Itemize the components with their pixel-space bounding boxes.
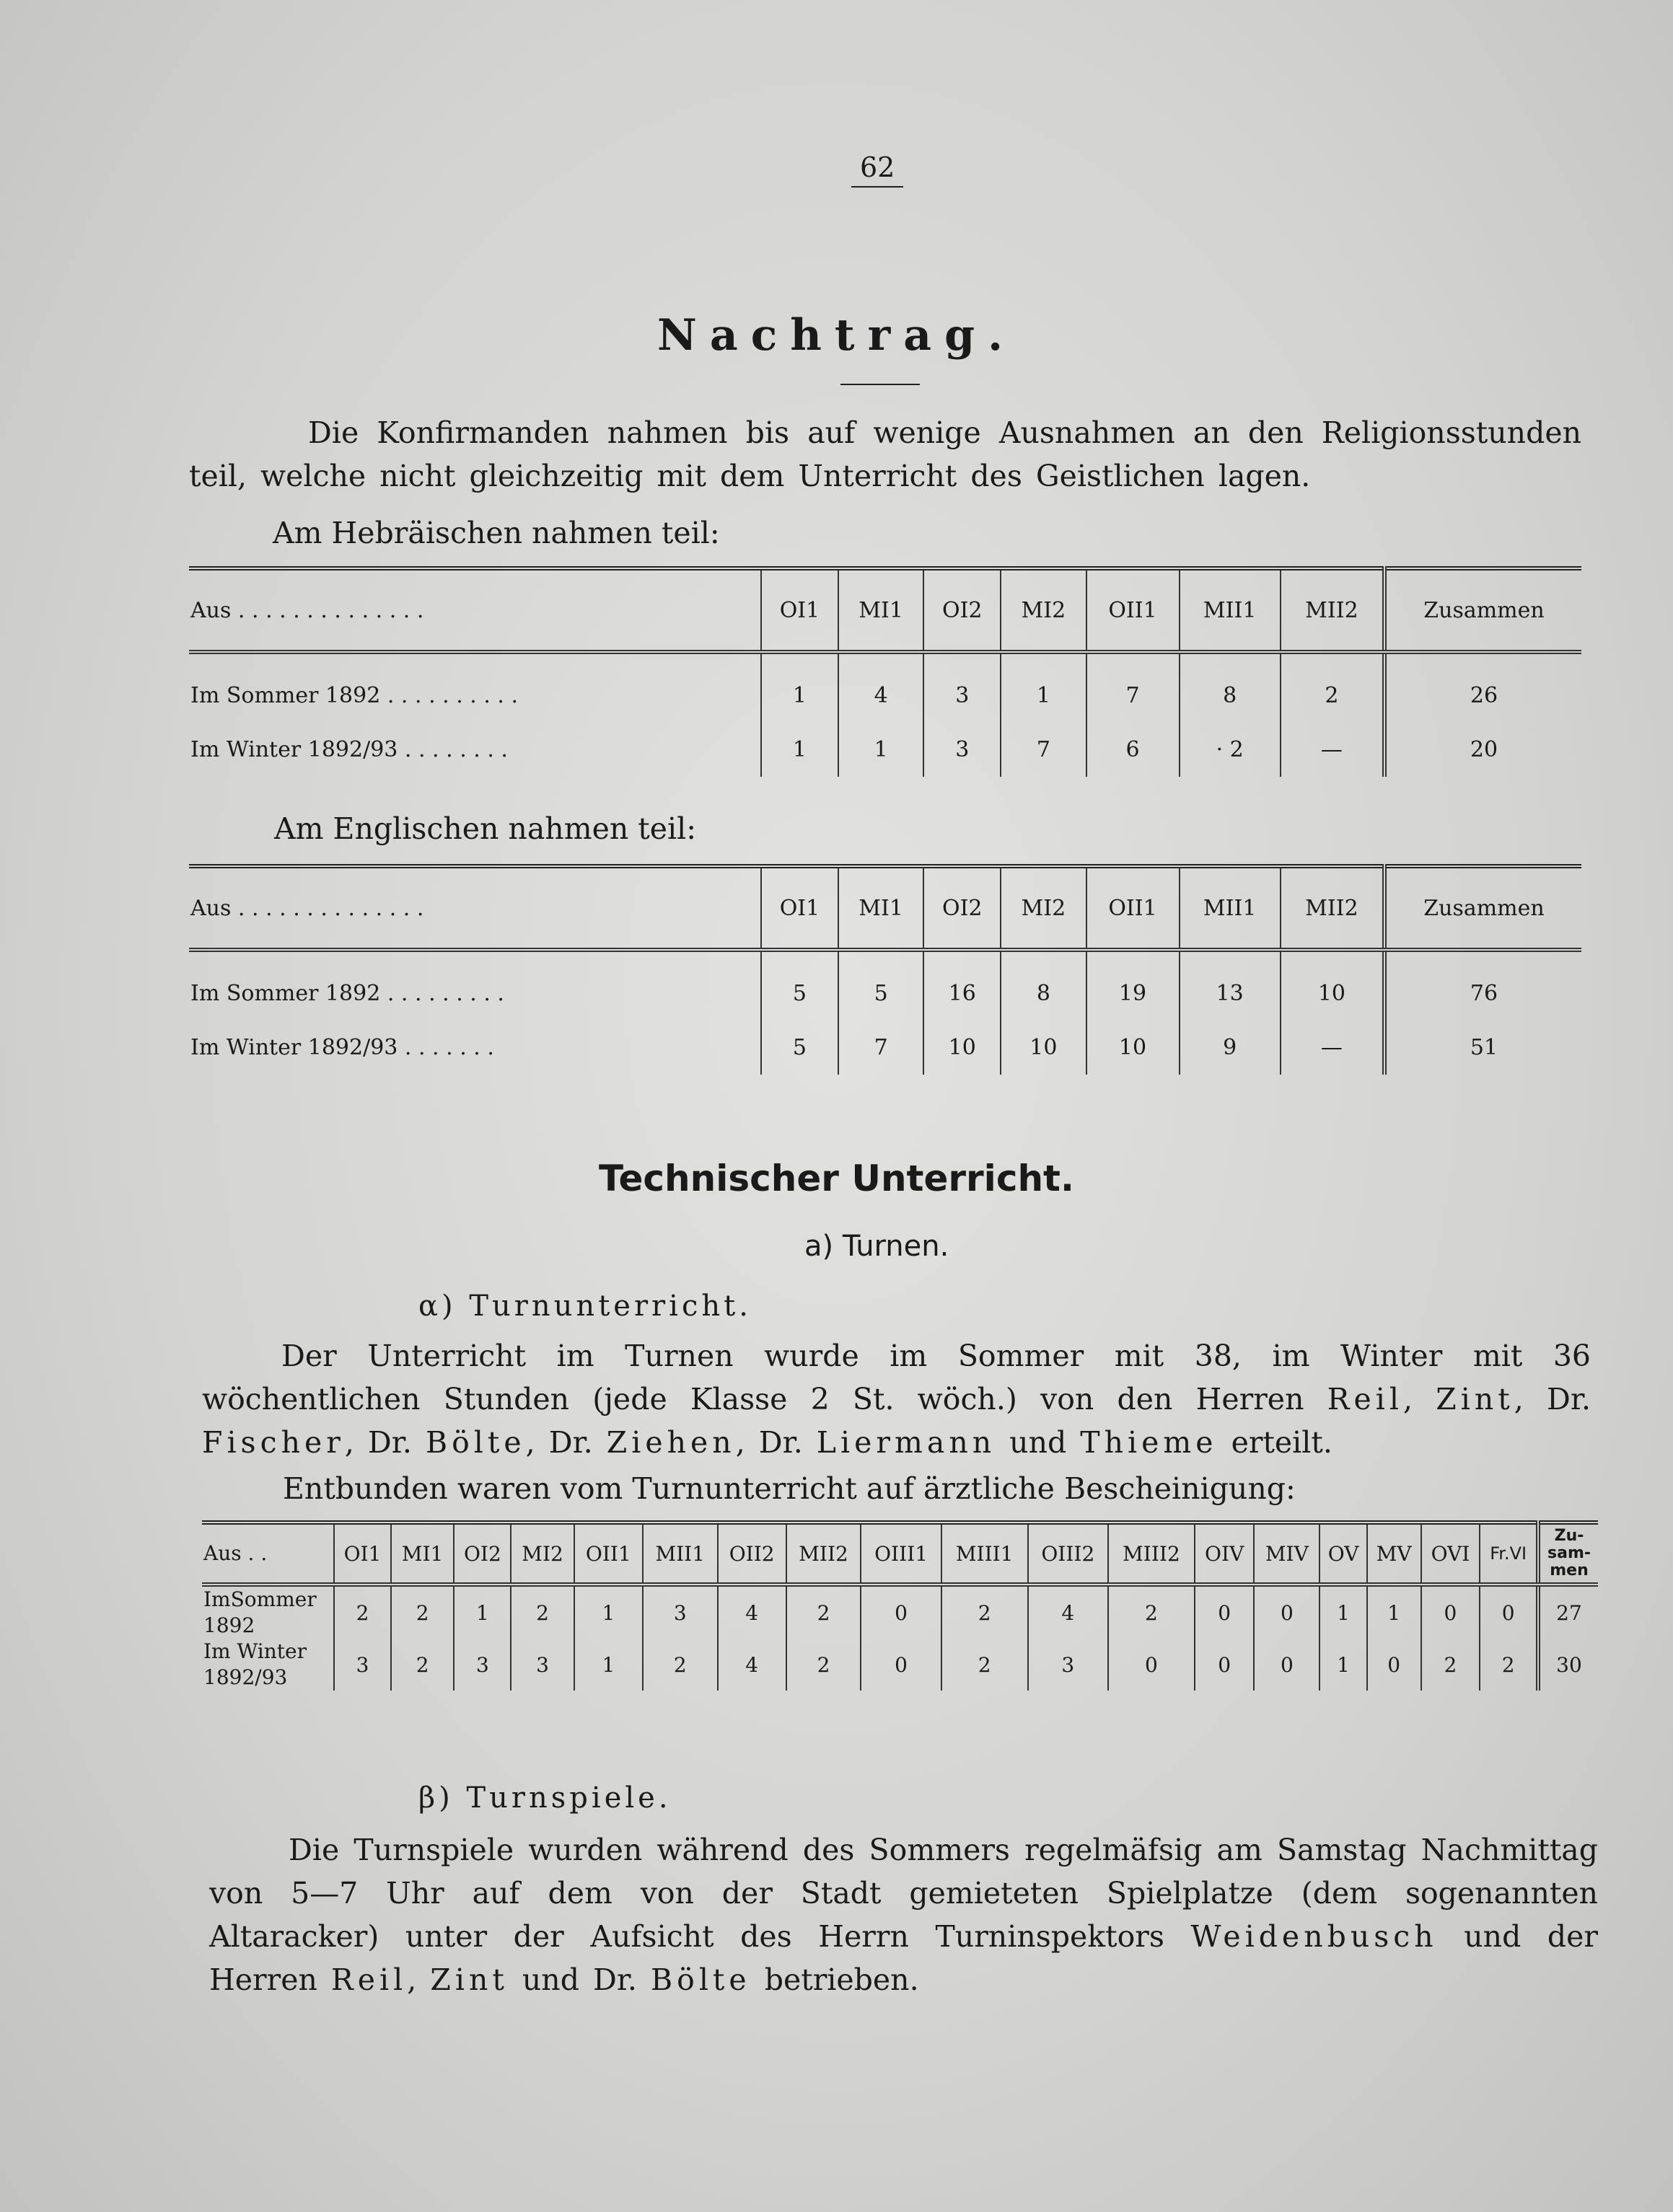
- row-label: Im Sommer 1892 . . . . . . . . .: [189, 950, 761, 1021]
- column-header: MI1: [391, 1523, 454, 1585]
- table-cell: 4: [718, 1639, 786, 1691]
- column-header: MI1: [838, 866, 923, 950]
- text-run: ,: [1403, 1382, 1436, 1416]
- text-run: , Dr.: [735, 1425, 817, 1460]
- table-cell: 2: [786, 1639, 861, 1691]
- column-header: OV: [1319, 1523, 1367, 1585]
- table-cell: 3: [643, 1585, 718, 1639]
- table-cell: 4: [838, 652, 923, 723]
- column-header: MIII2: [1108, 1523, 1195, 1585]
- column-header: OI2: [923, 568, 1001, 652]
- table-cell: 2: [941, 1585, 1028, 1639]
- teacher-name: Bölte: [651, 1962, 751, 1997]
- column-header: OIII2: [1028, 1523, 1108, 1585]
- table-row: [202, 1639, 1598, 1691]
- row-label: Im Sommer 1892 . . . . . . . . . .: [189, 652, 761, 723]
- title-rule: [840, 384, 920, 385]
- subsection-heading: a) Turnen.: [804, 1230, 949, 1263]
- table-cell: 10: [1001, 1021, 1086, 1075]
- table-header-row: [189, 866, 1581, 950]
- text-run: , Dr.: [1514, 1382, 1591, 1416]
- table-cell: 13: [1180, 950, 1281, 1021]
- column-header: OVI: [1421, 1523, 1480, 1585]
- teacher-name: Weidenbusch: [1190, 1919, 1438, 1954]
- table-cell: 2: [941, 1639, 1028, 1691]
- alpha-marker: α): [418, 1290, 457, 1323]
- english-table: [189, 864, 1581, 1075]
- column-header: Fr.VI: [1480, 1523, 1538, 1585]
- column-header: Zusammen: [1384, 568, 1581, 652]
- column-header: MII1: [1180, 568, 1281, 652]
- table-cell: 19: [1086, 950, 1180, 1021]
- table-cell: 5: [761, 950, 838, 1021]
- exempt-caption: Entbunden waren vom Turnunterricht auf ärztliche Bescheinigung:: [283, 1471, 1296, 1506]
- text-run: ,: [407, 1962, 431, 1997]
- table-cell: 8: [1001, 950, 1086, 1021]
- table-cell: 0: [1421, 1585, 1480, 1639]
- spiele-paragraph: [209, 1828, 1598, 2001]
- column-header: OI1: [334, 1523, 391, 1585]
- table-cell: 1: [574, 1639, 643, 1691]
- table-cell: 20: [1384, 723, 1581, 777]
- table-cell: 8: [1180, 652, 1281, 723]
- row-header: Aus . .: [202, 1523, 334, 1585]
- table-cell: 3: [334, 1639, 391, 1691]
- table-cell: 1: [1367, 1585, 1421, 1639]
- table-cell: 1: [1319, 1585, 1367, 1639]
- table-cell: 2: [1480, 1639, 1538, 1691]
- text-run: , Dr.: [525, 1425, 607, 1460]
- row-label: Im Winter 1892/93 . . . . . . . .: [189, 723, 761, 777]
- table-cell: 5: [838, 950, 923, 1021]
- text-run: betrieben.: [750, 1962, 919, 1997]
- alpha-title: Turnunterricht.: [469, 1290, 752, 1323]
- row-label: Im Winter 1892/93 . . . . . . .: [189, 1021, 761, 1075]
- column-header: MV: [1367, 1523, 1421, 1585]
- row-label-line: 1892/93: [203, 1665, 288, 1689]
- row-header: Aus . . . . . . . . . . . . . .: [189, 866, 761, 950]
- table-cell: 7: [1001, 723, 1086, 777]
- table-cell: 26: [1384, 652, 1581, 723]
- alpha-heading: [418, 1290, 752, 1323]
- column-header: MI2: [1001, 866, 1086, 950]
- table-cell: 2: [1281, 652, 1384, 723]
- table-cell: —: [1281, 1021, 1384, 1075]
- column-header: MII2: [786, 1523, 861, 1585]
- teacher-name: Zint: [1436, 1382, 1514, 1416]
- table-cell: 1: [761, 652, 838, 723]
- column-header: OII1: [574, 1523, 643, 1585]
- table-cell: 10: [1281, 950, 1384, 1021]
- teacher-name: Reil: [330, 1962, 408, 1997]
- column-header: OIV: [1195, 1523, 1255, 1585]
- table-cell: —: [1281, 723, 1384, 777]
- table-cell: 2: [334, 1585, 391, 1639]
- column-header: MII1: [1180, 866, 1281, 950]
- beta-title: Turnspiele.: [466, 1781, 672, 1815]
- table-cell: 2: [391, 1639, 454, 1691]
- intro-paragraph: Die Konfirmanden nahmen bis auf wenige Ausnahmen an den Religionsstunden teil, welche nicht gleichzeitig mit dem Unterricht des Geistlichen lagen.: [189, 415, 1581, 493]
- column-header: MIII1: [941, 1523, 1028, 1585]
- table-cell: 6: [1086, 723, 1180, 777]
- text-run: und Dr.: [508, 1962, 651, 1997]
- section-heading: Technischer Unterricht.: [599, 1158, 1074, 1199]
- table-row: [202, 1585, 1598, 1639]
- page-title: Nachtrag.: [657, 310, 1016, 361]
- table-cell: 0: [861, 1585, 941, 1639]
- table-row: [189, 1021, 1581, 1075]
- row-label-line: Im Winter: [203, 1639, 307, 1663]
- table-cell: 2: [511, 1585, 574, 1639]
- table-cell: 1: [1001, 652, 1086, 723]
- column-header: MII1: [643, 1523, 718, 1585]
- table-cell: 0: [1108, 1639, 1195, 1691]
- table-cell: 10: [923, 1021, 1001, 1075]
- table-cell: 1: [1319, 1639, 1367, 1691]
- table-cell: 1: [761, 723, 838, 777]
- text-run: , Dr.: [344, 1425, 426, 1460]
- teacher-name: Bölte: [425, 1425, 526, 1460]
- teacher-name: Liermann: [816, 1425, 996, 1460]
- column-header: OI1: [761, 568, 838, 652]
- table-cell: 76: [1384, 950, 1581, 1021]
- table-row: [189, 652, 1581, 723]
- column-header: OII2: [718, 1523, 786, 1585]
- exempt-table: [202, 1520, 1598, 1691]
- teacher-name: Thieme: [1080, 1425, 1218, 1460]
- row-label: [202, 1585, 334, 1639]
- table-header-row: [189, 568, 1581, 652]
- table-cell: 1: [454, 1585, 511, 1639]
- table-cell: 3: [923, 723, 1001, 777]
- beta-heading: [418, 1781, 672, 1815]
- table-cell: 3: [923, 652, 1001, 723]
- column-header: OIII1: [861, 1523, 941, 1585]
- english-caption: Am Englischen nahmen teil:: [274, 811, 697, 846]
- table-cell: 4: [718, 1585, 786, 1639]
- table-cell: 0: [1195, 1585, 1255, 1639]
- beta-marker: β): [418, 1781, 454, 1815]
- table-cell: 2: [391, 1585, 454, 1639]
- table-cell: · 2: [1180, 723, 1281, 777]
- table-cell: 2: [643, 1639, 718, 1691]
- table-cell: 27: [1538, 1585, 1598, 1639]
- table-cell: 0: [1254, 1639, 1319, 1691]
- text-run: erteilt.: [1217, 1425, 1332, 1460]
- teacher-name: Ziehen: [606, 1425, 736, 1460]
- column-header: MII2: [1281, 866, 1384, 950]
- column-header: OI2: [923, 866, 1001, 950]
- text-run: und der Herren: [209, 1919, 1599, 1997]
- column-header: OII1: [1086, 866, 1180, 950]
- column-header: OI2: [454, 1523, 511, 1585]
- column-header: OII1: [1086, 568, 1180, 652]
- column-header: OI1: [761, 866, 838, 950]
- table-cell: 16: [923, 950, 1001, 1021]
- table-cell: 0: [1480, 1585, 1538, 1639]
- table-cell: 10: [1086, 1021, 1180, 1075]
- table-cell: 4: [1028, 1585, 1108, 1639]
- page-number: 62: [851, 151, 903, 188]
- table-cell: 3: [511, 1639, 574, 1691]
- table-cell: 9: [1180, 1021, 1281, 1075]
- column-header: MIV: [1254, 1523, 1319, 1585]
- table-cell: 2: [1421, 1639, 1480, 1691]
- column-header: Zusammen: [1384, 866, 1581, 950]
- table-cell: 2: [786, 1585, 861, 1639]
- table-cell: 51: [1384, 1021, 1581, 1075]
- teacher-name: Reil: [1327, 1382, 1404, 1416]
- text-run: Die Turnspiele wurden während des Sommers regelmäfsig am Samstag Nachmittag von 5—7 Uhr auf dem von der Stadt gemieteten Spielplatze (dem sogenannten Altaracker) unter der Aufsicht des Herrn Turninspektors: [209, 1833, 1598, 1954]
- table-cell: 1: [574, 1585, 643, 1639]
- column-header: MII2: [1281, 568, 1384, 652]
- table-cell: 7: [838, 1021, 923, 1075]
- table-cell: 0: [861, 1639, 941, 1691]
- table-cell: 0: [1195, 1639, 1255, 1691]
- table-row: [189, 723, 1581, 777]
- row-header: Aus . . . . . . . . . . . . . .: [189, 568, 761, 652]
- table-cell: 30: [1538, 1639, 1598, 1691]
- text-run: Der Unterricht im Turnen wurde im Sommer mit 38, im Winter mit 36 wöchentlichen Stunden (jede Klasse 2 St. wöch.) von den Herren: [202, 1339, 1591, 1416]
- column-header: MI2: [511, 1523, 574, 1585]
- table-cell: 3: [1028, 1639, 1108, 1691]
- turn-paragraph: [202, 1334, 1591, 1464]
- table-cell: 3: [454, 1639, 511, 1691]
- table-row: [189, 950, 1581, 1021]
- column-header: MI1: [838, 568, 923, 652]
- row-label-line: ImSommer: [203, 1587, 317, 1611]
- row-label-line: 1892: [203, 1613, 255, 1637]
- total-column-header: Zu-sam-men: [1538, 1523, 1598, 1585]
- teacher-name: Zint: [430, 1962, 509, 1997]
- text-run: und: [996, 1425, 1081, 1460]
- table-cell: 1: [838, 723, 923, 777]
- hebrew-caption: Am Hebräischen nahmen teil:: [273, 516, 720, 550]
- row-label: [202, 1639, 334, 1691]
- teacher-name: Fischer: [202, 1425, 345, 1460]
- table-cell: 7: [1086, 652, 1180, 723]
- table-cell: 2: [1108, 1585, 1195, 1639]
- table-cell: 0: [1254, 1585, 1319, 1639]
- table-cell: 0: [1367, 1639, 1421, 1691]
- table-header-row: [202, 1523, 1598, 1585]
- table-cell: 5: [761, 1021, 838, 1075]
- column-header: MI2: [1001, 568, 1086, 652]
- hebrew-table: [189, 566, 1581, 777]
